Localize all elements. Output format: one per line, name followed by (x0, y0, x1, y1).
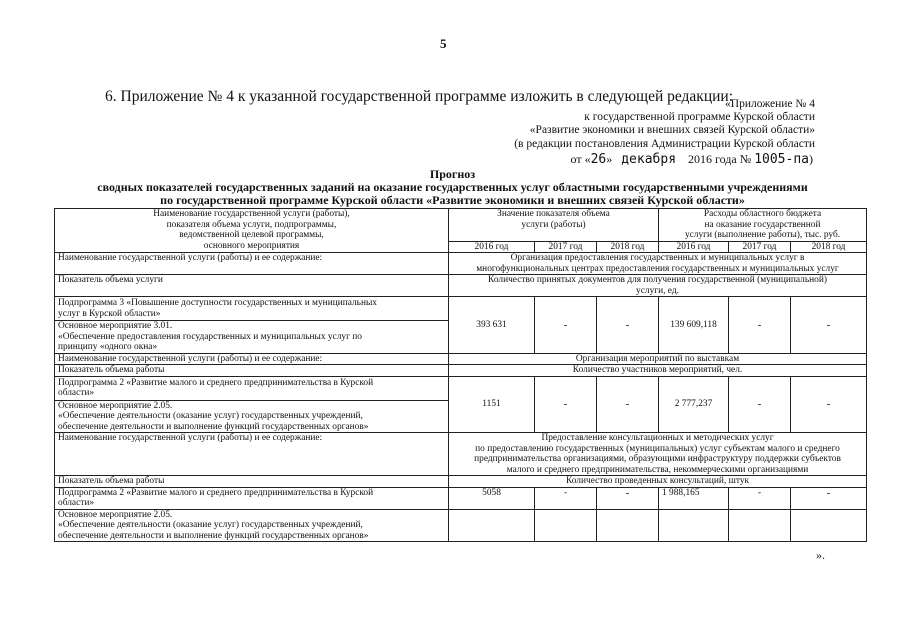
service-name-row (55, 353, 867, 365)
service-name-value: Предоставление консультационных и методических услуг по предоставлению государственных (муниципальных) услуг субъектам малого и среднего предпринимательства организациями, образующими инфраструктуру поддержки субъектов малого и среднего предпринимательства, некоммерческими организациями (449, 433, 867, 476)
budget-2017: - (729, 376, 791, 433)
budget-2018: - (791, 487, 867, 509)
value-2017: - (535, 297, 597, 354)
forecast-table (54, 208, 867, 542)
subprogram-row (55, 376, 867, 433)
service-name-value: Организация мероприятий по выставкам (449, 353, 867, 365)
indicator-value: Количество участников мероприятий, чел. (449, 365, 867, 377)
service-name-value: Организация предоставления государственных и муниципальных услуг в многофункциональных центрах предоставления государственных и муниципальных услуг (449, 253, 867, 275)
service-name-label: Наименование государственной услуги (работы) и ее содержание: (55, 353, 449, 365)
value-2017: - (535, 376, 597, 433)
year-cell: 2016 год (659, 241, 729, 253)
empty-cell (729, 509, 791, 542)
subprogram-cell: Подпрограмма 2 «Развитие малого и среднего предпринимательства в Курской области» Основное мероприятие 2.05. «Обеспечение деятельности (оказание услуг) государственных учреждений, обеспечение деятельности и выполнение функций государственных органов» (55, 376, 449, 433)
indicator-label: Показатель объема услуги (55, 275, 449, 297)
subprogram-cell: Подпрограмма 2 «Развитие малого и среднего предпринимательства в Курской области» (55, 487, 449, 509)
document-title (0, 168, 905, 207)
empty-cell (659, 509, 729, 542)
service-name-label: Наименование государственной услуги (работы) и ее содержание: (55, 433, 449, 476)
measure-cell: Основное мероприятие 2.05. «Обеспечение деятельности (оказание услуг) государственных учреждений, обеспечение деятельности и выполнение функций государственных органов» (55, 509, 449, 542)
page-number: 5 (440, 36, 447, 51)
header-value-column: Значение показателя объема услуги (работы) (449, 209, 659, 242)
year-cell: 2016 год (449, 241, 535, 253)
date-month: декабря (621, 152, 677, 167)
date-paren: ) (809, 152, 813, 166)
header-row (55, 209, 867, 242)
date-prefix: от « (570, 152, 591, 166)
subprogram-row (55, 487, 867, 509)
empty-cell (535, 509, 597, 542)
budget-2016: 1 988,165 (659, 487, 729, 509)
budget-2018: - (791, 376, 867, 433)
budget-2016: 2 777,237 (659, 376, 729, 433)
date-day: 26 (590, 152, 607, 167)
appendix-line-4: (в редакции постановления Администрации Курской области (514, 138, 815, 150)
service-name-row (55, 433, 867, 476)
year-cell: 2017 год (729, 241, 791, 253)
empty-cell (449, 509, 535, 542)
indicator-row (55, 275, 867, 297)
decree-number: 1005-па (754, 152, 809, 167)
budget-2018: - (791, 297, 867, 354)
value-2018: - (597, 487, 659, 509)
year-cell: 2017 год (535, 241, 597, 253)
indicator-value: Количество проведенных консультаций, штук (449, 476, 867, 488)
indicator-value: Количество принятых документов для получения государственной (муниципальной) услуги, ед. (449, 275, 867, 297)
indicator-row (55, 476, 867, 488)
service-name-row (55, 253, 867, 275)
header-name-column: Наименование государственной услуги (работы), показателя объема услуги, подпрограммы, ведомственной целевой программы, основного мероприятия (55, 209, 449, 253)
service-name-label: Наименование государственной услуги (работы) и ее содержание: (55, 253, 449, 275)
date-year: 2016 года № (688, 152, 752, 166)
indicator-row (55, 365, 867, 377)
value-2016: 5058 (449, 487, 535, 509)
date-mid: » (606, 152, 613, 166)
title-line-2: сводных показателей государственных заданий на оказание государственных услуг областными государственными учреждениями (97, 180, 808, 194)
closing-quote: ». (816, 548, 825, 562)
intro-paragraph: 6. Приложение № 4 к указанной государственной программе изложить в следующей редакции: (105, 88, 734, 105)
budget-2016: 139 609,118 (659, 297, 729, 354)
indicator-label: Показатель объема работы (55, 365, 449, 377)
title-line-1: Прогноз (429, 167, 476, 181)
empty-cell (597, 509, 659, 542)
header-budget-column: Расходы областного бюджета на оказание государственной услуги (выполнение работы), тыс. руб. (659, 209, 867, 242)
value-2016: 1151 (449, 376, 535, 433)
budget-2017: - (729, 487, 791, 509)
subprogram-cell: Подпрограмма 3 «Повышение доступности государственных и муниципальных услуг в Курской области» Основное мероприятие 3.01. «Обеспечение предоставления государственных и муниципальных услуг по принципу «одного окна» (55, 297, 449, 354)
budget-2017: - (729, 297, 791, 354)
value-2018: - (597, 297, 659, 354)
measure-row (55, 509, 867, 542)
value-2018: - (597, 376, 659, 433)
appendix-line-1: «Приложение № 4 (725, 98, 815, 110)
empty-cell (791, 509, 867, 542)
title-line-3: по государственной программе Курской области «Развитие экономики и внешних связей Курской области» (160, 193, 745, 207)
decree-date-line (570, 152, 813, 167)
appendix-line-2: к государственной программе Курской области (584, 111, 815, 123)
year-cell: 2018 год (791, 241, 867, 253)
appendix-line-3: «Развитие экономики и внешних связей Курской области» (529, 124, 815, 136)
indicator-label: Показатель объема работы (55, 476, 449, 488)
value-2016: 393 631 (449, 297, 535, 354)
subprogram-row (55, 297, 867, 354)
value-2017: - (535, 487, 597, 509)
year-cell: 2018 год (597, 241, 659, 253)
